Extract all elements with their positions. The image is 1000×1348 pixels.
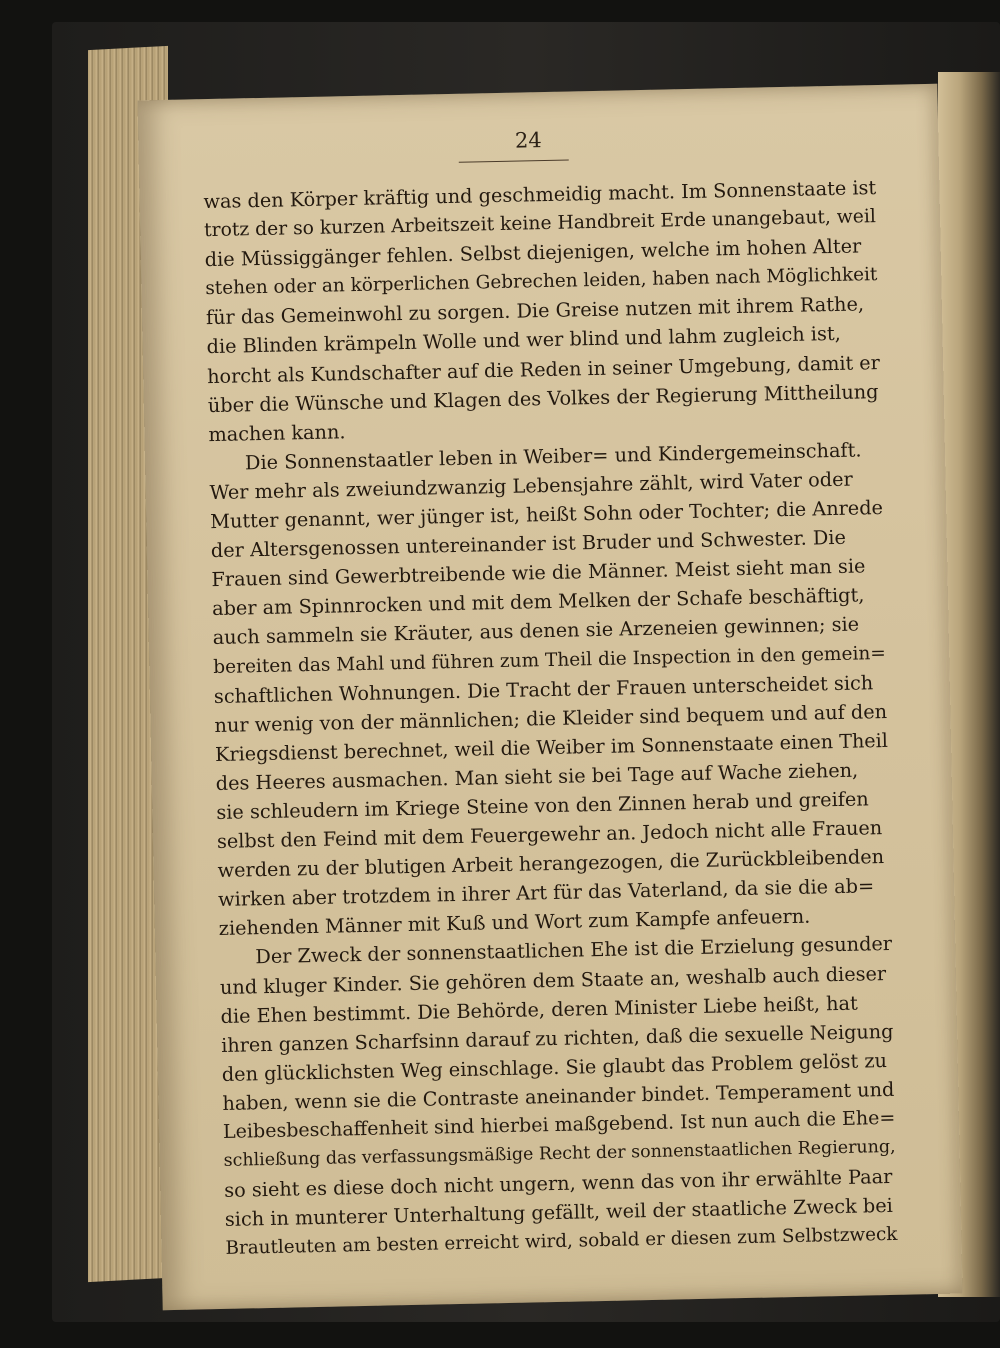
text-line: horcht als Kundschafter auf die Reden in seiner Umgebung, damit er <box>206 350 881 388</box>
paragraph <box>209 435 891 944</box>
text-line: Leibesbeschaffenheit sind hierbei maßgebend. Ist nun auch die Ehe= <box>222 1106 896 1143</box>
text-line: sie schleudern im Kriege Steine von den Zinnen herab und greifen <box>216 787 869 824</box>
text-line: aber am Spinnrocken und mit dem Melken der Schafe beschäftigt, <box>211 583 865 621</box>
text-line: Die Sonnenstaatler leben in Weiber= und Kindergemeinschaft. <box>244 438 862 475</box>
text-line: und kluger Kinder. Sie gehören dem Staate an, weshalb auch dieser <box>219 961 887 999</box>
text-line: ihren ganzen Scharfsinn darauf zu richten, daß die sexuelle Neigung <box>220 1019 894 1057</box>
text-line: wirken aber trotzdem in ihrer Art für das Vaterland, da sie die ab= <box>217 874 875 912</box>
text-line: haben, wenn sie die Contraste aneinander bindet. Temperament und <box>222 1077 895 1115</box>
text-line: Brautleuten am besten erreicht wird, sobald er diesen zum Selbstzweck <box>225 1224 898 1260</box>
book-page <box>137 84 962 1310</box>
page-number-rule <box>459 159 569 162</box>
text-line: sich in munterer Unterhaltung gefällt, weil der staatliche Zweck bei <box>224 1194 894 1232</box>
text-line: die Ehen bestimmt. Die Behörde, deren Minister Liebe heißt, hat <box>220 991 858 1028</box>
text-line: Der Zweck der sonnenstaatlichen Ehe ist die Erzielung gesunder <box>255 932 893 969</box>
text-line: Kriegsdienst berechnet, weil die Weiber im Sonnenstaate einen Theil <box>214 728 889 766</box>
text-line: die Blinden krämpeln Wolle und wer blind und lahm zugleich ist, <box>206 322 841 359</box>
text-line: nur wenig von der männlichen; die Kleider sind bequem und auf den <box>214 699 888 737</box>
body-text <box>203 173 897 1263</box>
text-line: des Heeres ausmachen. Man sieht sie bei Tage auf Wache ziehen, <box>215 758 859 795</box>
text-line: was den Körper kräftig und geschmeidig macht. Im Sonnenstaate ist <box>203 176 877 214</box>
text-line: Wer mehr als zweiundzwanzig Lebensjahre zählt, wird Vater oder <box>209 467 853 505</box>
text-line: selbst den Feind mit dem Feuergewehr an. Jedoch nicht alle Frauen <box>216 816 883 854</box>
text-line: für das Gemeinwohl zu sorgen. Die Greise nutzen mit ihrem Rathe, <box>205 292 865 330</box>
text-line: Mutter genannt, wer jünger ist, heißt Sohn oder Tochter; die Anrede <box>210 496 884 534</box>
page-number: 24 <box>514 128 542 153</box>
text-line: die Müssiggänger fehlen. Selbst diejenigen, welche im hohen Alter <box>204 234 862 272</box>
paragraph <box>203 173 880 449</box>
text-line: trotz der so kurzen Arbeitszeit keine Handbreit Erde unangebaut, weil <box>203 206 877 242</box>
text-line: schließung das verfassungsmäßige Recht der sonnenstaatlichen Regierung, <box>223 1136 896 1172</box>
text-line: Frauen sind Gewerbtreibende wie die Männer. Meist sieht man sie <box>211 554 866 592</box>
text-line: machen kann. <box>208 419 346 446</box>
text-line: der Altersgenossen untereinander ist Bruder und Schwester. Die <box>210 525 847 563</box>
paragraph <box>219 929 898 1263</box>
text-line: stehen oder an körperlichen Gebrechen leiden, haben nach Möglichkeit <box>205 264 878 300</box>
text-line: so sieht es diese doch nicht ungern, wenn das von ihr erwählte Paar <box>224 1165 893 1203</box>
text-line: den glücklichsten Weg einschlage. Sie glaubt das Problem gelöst zu <box>221 1048 888 1086</box>
text-line: bereiten das Mahl und führen zum Theil die Inspection in den gemein= <box>213 642 887 678</box>
text-line: schaftlichen Wohnungen. Die Tracht der Frauen unterscheidet sich <box>213 670 874 708</box>
text-line: auch sammeln sie Kräuter, aus denen sie Arzeneien gewinnen; sie <box>212 612 860 650</box>
text-line: ziehenden Männer mit Kuß und Wort zum Kampfe anfeuern. <box>218 904 811 941</box>
text-line: werden zu der blutigen Arbeit herangezogen, die Zurückbleibenden <box>217 845 885 883</box>
text-line: über die Wünsche und Klagen des Volkes der Regierung Mittheilung <box>207 379 879 417</box>
